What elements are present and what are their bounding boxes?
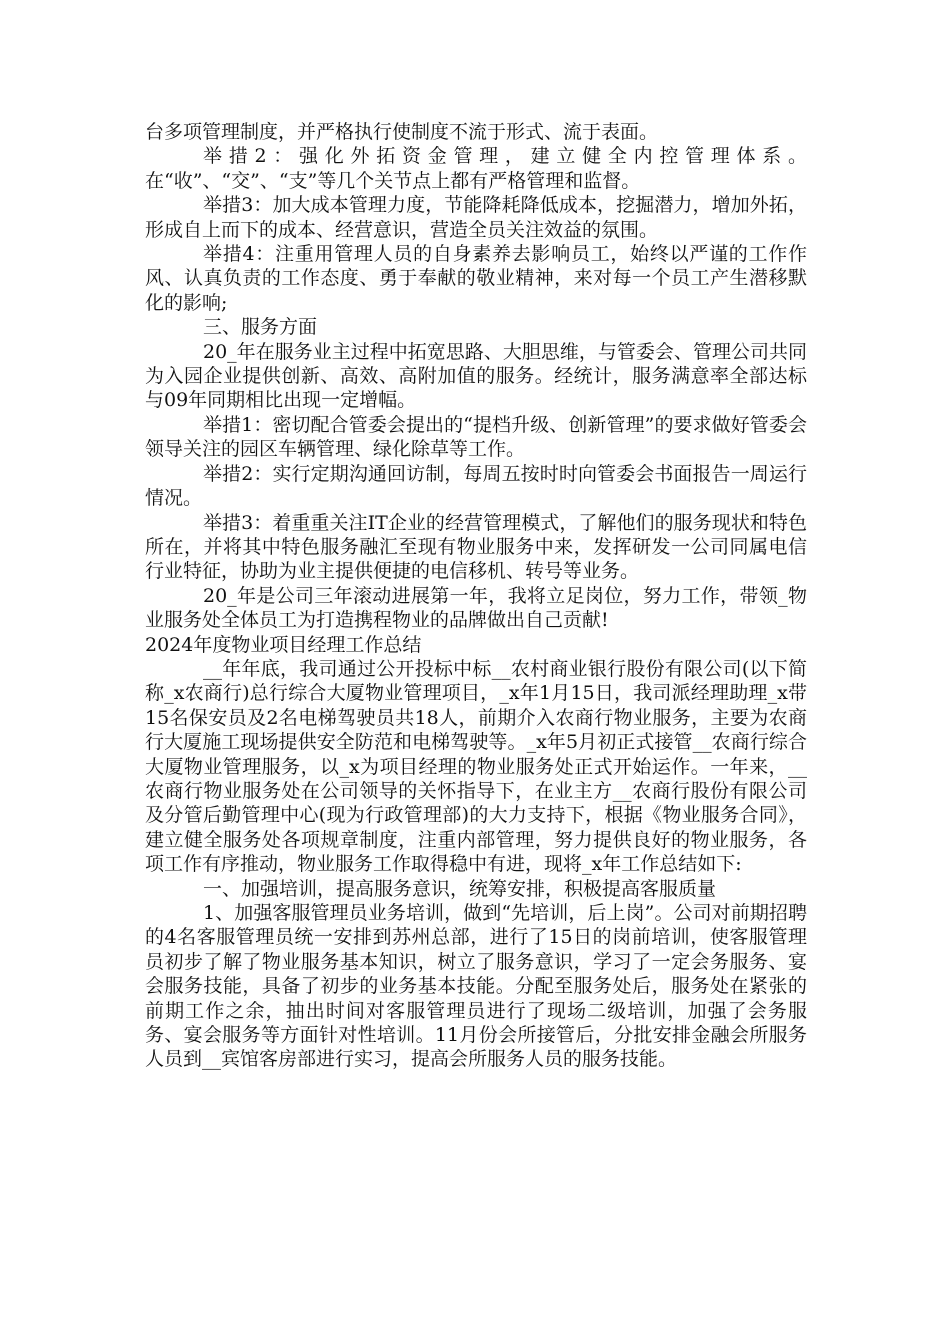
paragraph: 举措1：密切配合管委会提出的“提档升级、创新管理”的要求做好管委会领导关注的园区车辆管理、绿化除草等工作。: [145, 413, 807, 461]
section-heading: 一、加强培训，提高服务意识，统筹安排，积极提高客服质量: [203, 877, 717, 900]
document-title: 2024年度物业项目经理工作总结: [145, 633, 422, 656]
paragraph: 举措4：注重用管理人员的自身素养去影响员工，始终以严谨的工作作风、认真负责的工作态度、勇于奉献的敬业精神，来对每一个员工产生潜移默化的影响;: [145, 243, 807, 314]
paragraph: 20_年是公司三年滚动进展第一年，我将立足岗位，努力工作，带领_物业服务处全体员工为打造携程物业的品牌做出自己贡献!: [145, 584, 807, 632]
paragraph: 举措3：着重重关注IT企业的经营管理模式，了解他们的服务现状和特色所在，并将其中特色服务融汇至现有物业服务中来，发挥研发一公司同属电信行业特征，协助为业主提供便捷的电信移机、转号等业务。: [145, 511, 807, 583]
document-body: [145, 120, 807, 1072]
paragraph: 20_年在服务业主过程中拓宽思路、大胆思维，与管委会、管理公司共同为入园企业提供创新、高效、高附加值的服务。经统计，服务满意率全部达标与09年同期相比出现一定增幅。: [145, 340, 807, 412]
paragraph: 举措3：加大成本管理力度，节能降耗降低成本，挖掘潜力，增加外拓，形成自上而下的成本、经营意识，营造全员关注效益的氛围。: [145, 194, 807, 241]
paragraph: 台多项管理制度，并严格执行使制度不流于形式、流于表面。: [145, 121, 659, 143]
paragraph: 举措2：强化外拓资金管理，建立健全内控管理体系。在“收”、“交”、“支”等几个关节点上都有严格管理和监督。: [145, 145, 807, 192]
section-heading: 三、服务方面: [203, 316, 318, 339]
paragraph: 1、加强客服管理员业务培训，做到“先培训，后上岗”。公司对前期招聘的4名客服管理员统一安排到苏州总部，进行了15日的岗前培训，使客服管理员初步了解了物业服务基本知识，树立了服务意识，学习了一定会务服务、宴会服务技能，具备了初步的业务基本技能。分配至服务处后，服务处在紧张的前期工作之余，抽出时间对客服管理员进行了现场二级培训，加强了会务服务、宴会服务等方面针对性培训。11月份会所接管后，分批安排金融会所服务人员到__宾馆客房部进行实习，提高会所服务人员的服务技能。: [145, 902, 807, 1071]
paragraph: 举措2：实行定期沟通回访制，每周五按时时向管委会书面报告一周运行情况。: [145, 462, 807, 510]
paragraph: __年年底，我司通过公开投标中标__农村商业银行股份有限公司(以下简称_x农商行)总行综合大厦物业管理项目，_x年1月15日，我司派经理助理_x带15名保安员及2名电梯驾驶员共18人，前期介入农商行物业服务，主要为农商行大厦施工现场提供安全防范和电梯驾驶等。_x年5月初正式接管__农商行综合大厦物业管理服务，以_x为项目经理的物业服务处正式开始运作。一年来，__农商行物业服务处在公司领导的关怀指导下，在业主方__农商行股份有限公司及分管后勤管理中心(现为行政管理部)的大力支持下，根据《物业服务合同》，建立健全服务处各项规章制度，注重内部管理，努力提供良好的物业服务，各项工作有序推动，物业服务工作取得稳中有进，现将_x年工作总结如下:: [145, 657, 807, 876]
